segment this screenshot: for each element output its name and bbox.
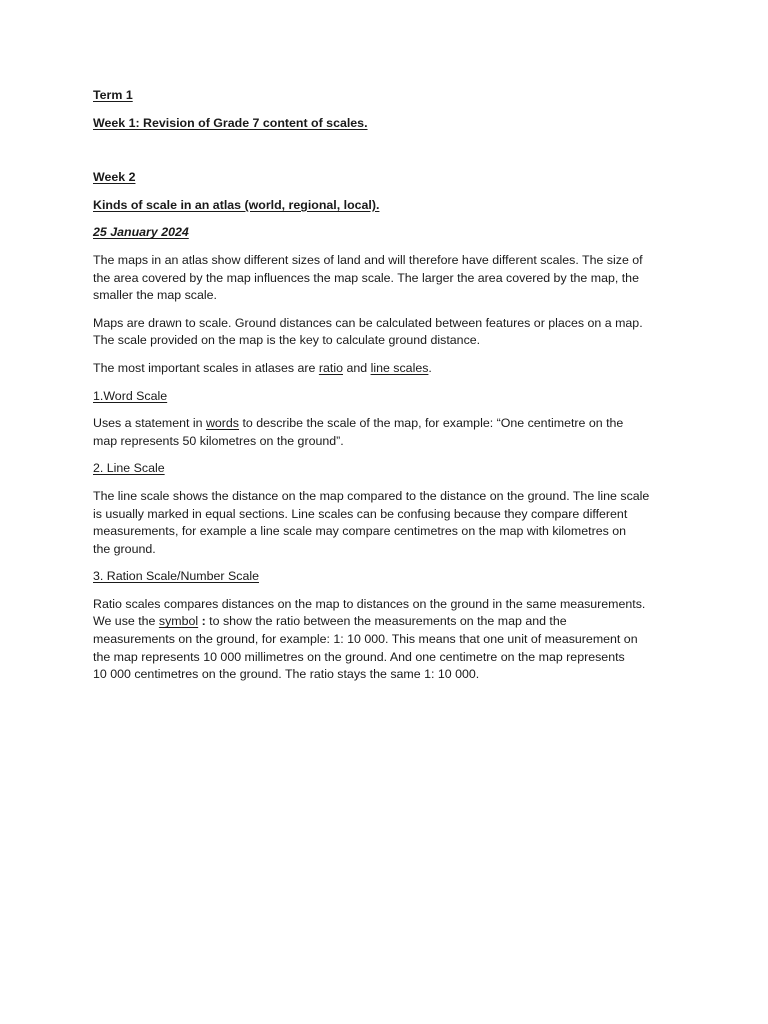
paragraph-line: Maps are drawn to scale. Ground distances can be calculated between features or places on a map. [93,315,643,330]
paragraph-line [93,613,683,631]
colon-symbol: : [198,614,210,629]
paragraph-line: map represents 50 kilometres on the ground”. [93,433,344,448]
text-span: . [428,360,432,375]
text-span: The most important scales in atlases are [93,360,319,375]
line-scale-heading: 2. Line Scale [93,461,165,476]
text-span: and [343,360,371,375]
paragraph-line: the area covered by the map influences the map scale. The larger the area covered by the map, the [93,270,639,285]
text-span: to show the ratio between the measurements on the map and the [209,614,567,629]
symbol-term: symbol [158,614,199,629]
ratio-term: ratio [318,360,343,375]
paragraph-line: measurements, for example a line scale may compare centimetres on the map with kilometres on [93,524,627,539]
paragraph-atlas-sizes [93,252,683,305]
paragraph-line: The line scale shows the distance on the map compared to the distance on the ground. The line scale [93,488,650,503]
ratio-scale-heading: 3. Ration Scale/Number Scale [93,569,259,584]
paragraph-line: smaller the map scale. [93,288,217,303]
paragraph-line: measurements on the ground, for example: 1: 10 000. This means that one unit of measurement on [93,632,638,647]
paragraph-line: The maps in an atlas show different sizes of land and will therefore have different scales. The size of [93,252,643,267]
paragraph-drawn-to-scale [93,315,683,350]
line-scales-term: line scales [370,360,429,375]
paragraph-line: the ground. [93,541,156,556]
text-span: We use the [93,614,159,629]
words-term: words [205,416,240,431]
paragraph-line: 10 000 centimetres on the ground. The ratio stays the same 1: 10 000. [93,667,480,682]
week1-heading: Week 1: Revision of Grade 7 content of scales. [93,115,368,130]
document-page [93,87,683,684]
date-heading: 25 January 2024 [93,225,189,240]
kinds-of-scale-heading: Kinds of scale in an atlas (world, regional, local). [93,197,380,212]
paragraph-line: Ratio scales compares distances on the map to distances on the ground in the same measurements. [93,596,646,611]
paragraph-line [93,415,683,433]
paragraph-word-scale [93,415,683,450]
paragraph-line-scale [93,488,683,558]
word-scale-heading: 1.Word Scale [93,388,168,403]
paragraph-line: is usually marked in equal sections. Line scales can be confusing because they compare different [93,506,628,521]
term-heading: Term 1 [93,88,133,102]
paragraph-important-scales [93,360,683,378]
week2-heading: Week 2 [93,170,136,185]
paragraph-line: the map represents 10 000 millimetres on the ground. And one centimetre on the map represents [93,649,625,664]
text-span: Uses a statement in [93,416,206,431]
paragraph-line: The scale provided on the map is the key to calculate ground distance. [93,333,481,348]
text-span: to describe the scale of the map, for example: “One centimetre on the [239,416,624,431]
paragraph-ratio-scale [93,596,683,684]
